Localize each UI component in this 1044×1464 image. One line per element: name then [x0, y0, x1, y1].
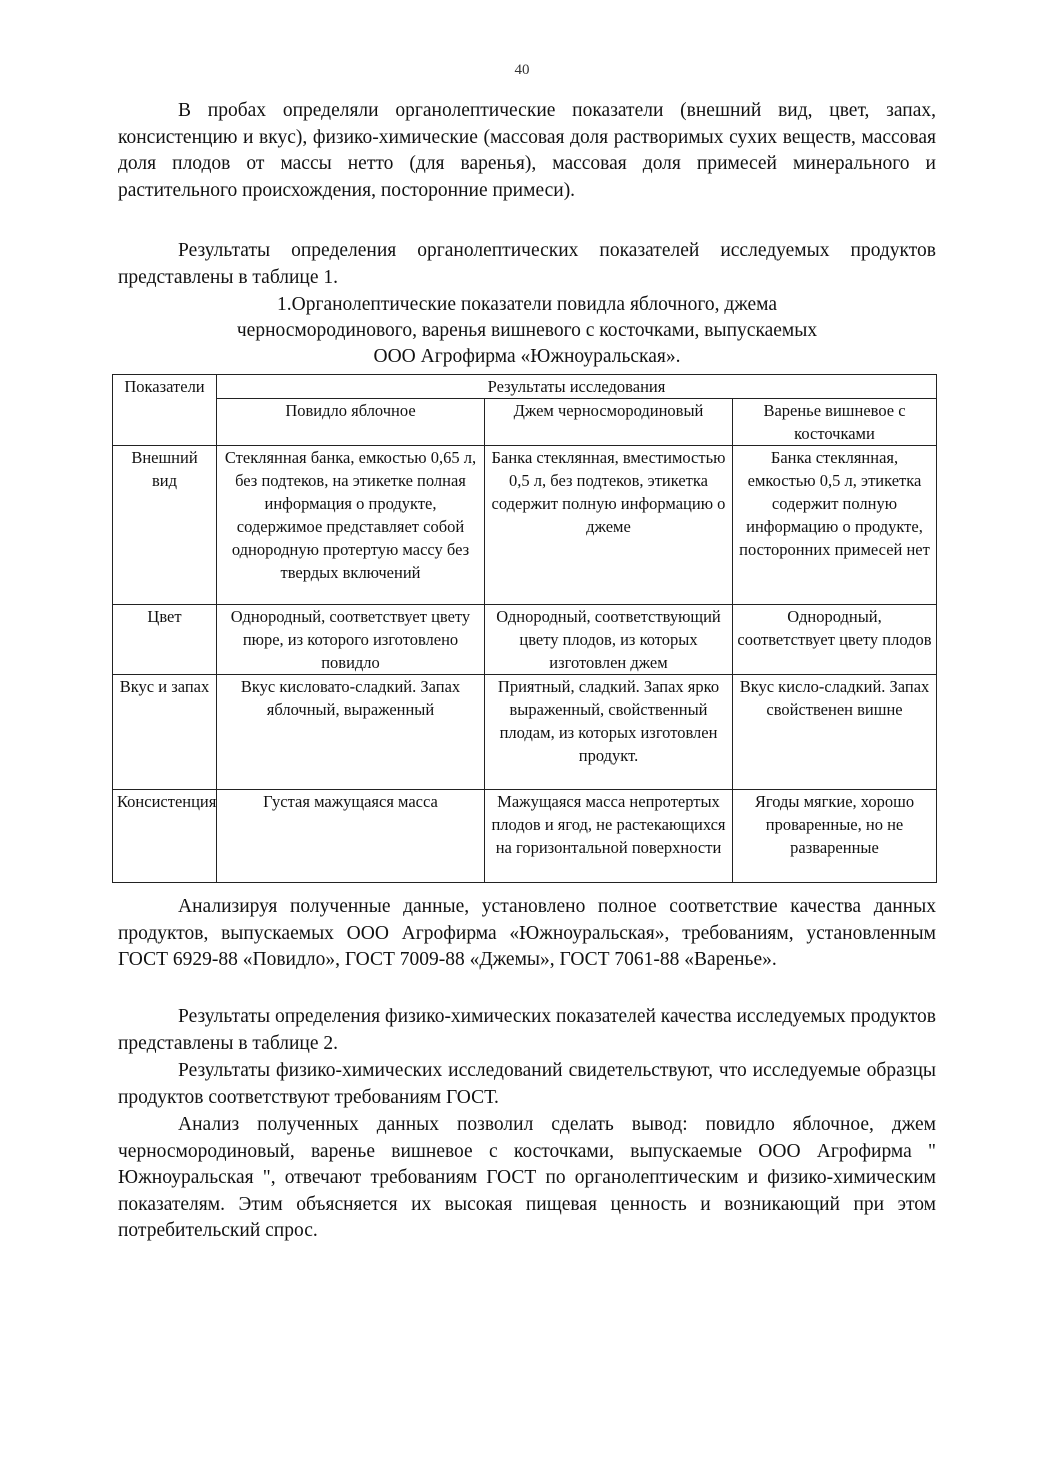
cell-cherry: Банка стеклянная, емкостью 0,5 л, этикетка содержит полную информацию о продукте, посторонних примесей нет [733, 446, 937, 605]
table-row [113, 675, 937, 790]
table-header-row [113, 375, 937, 399]
cell-jam: Мажущаяся масса непротертых плодов и ягод, не растекающихся на горизонтальной поверхности [485, 790, 733, 883]
table-caption [118, 292, 936, 370]
cell-jam: Однородный, соответствующий цвету плодов, из которых изготовлен джем [485, 605, 733, 675]
cell-apple: Стеклянная банка, емкостью 0,65 л, без подтеков, на этикетке полная информация о продукте, содержимое представляет собой однородную протертую массу без твердых включений [217, 446, 485, 605]
paragraph-conclusion: Анализ полученных данных позволил сделать вывод: повидло яблочное, джем черносмородиновый, варенье вишневое с косточками, выпускаемые ООО Агрофирма " Южноуральская ", отвечают требованиям ГОСТ по органолептическим и физико-химическим показателям. Этим объясняется их высокая пищевая ценность и возникающий при этом потребительский спрос. [118, 1114, 936, 1241]
table-row [113, 790, 937, 883]
organoleptic-table [112, 374, 936, 883]
cell-cherry: Однородный, соответствует цвету плодов [733, 605, 937, 675]
header-cherry-preserve: Варенье вишневое с косточками [733, 399, 937, 446]
cell-apple: Густая мажущаяся масса [217, 790, 485, 883]
table-row [113, 605, 937, 675]
header-currant-jam: Джем черносмородиновый [485, 399, 733, 446]
paragraph-methods: В пробах определяли органолептические показатели (внешний вид, цвет, запах, консистенцию и вкус), физико-химические (массовая доля растворимых сухих веществ, массовая доля плодов от массы нетто (для варенья), массовая доля примесей минерального и растительного происхождения, посторонние примеси). [118, 100, 936, 201]
paragraph-table2-ref: Результаты определения физико-химических показателей качества исследуемых продуктов представлены в таблице 2. [118, 1006, 936, 1054]
row-label: Вкус и запах [113, 675, 217, 790]
paragraph-table-ref: Результаты определения органолептических показателей исследуемых продуктов представлены в таблице 1. [118, 240, 936, 288]
table-row [113, 446, 937, 605]
header-results: Результаты исследования [217, 375, 937, 399]
cell-cherry: Вкус кисло-сладкий. Запах свойственен вишне [733, 675, 937, 790]
row-label: Консистенция [113, 790, 217, 883]
table-subheader-row [113, 399, 937, 446]
table-caption-line-2: черносмородинового, варенья вишневого с косточками, выпускаемых [236, 320, 818, 341]
table-caption-line-1: 1.Органолептические показатели повидла яблочного, джема [276, 294, 777, 315]
paragraph-physchem: Результаты физико-химических исследований свидетельствуют, что исследуемые образцы продуктов соответствуют требованиям ГОСТ. [118, 1060, 936, 1108]
row-label: Цвет [113, 605, 217, 675]
header-apple-jam: Повидло яблочное [217, 399, 485, 446]
paragraph-analysis: Анализируя полученные данные, установлено полное соответствие качества данных продуктов, выпускаемых ООО Агрофирма «Южноуральская», требованиям, установленным ГОСТ 6929-88 «Повидло», ГОСТ 7009-88 «Джемы», ГОСТ 7061-88 «Варенье». [118, 896, 936, 970]
cell-cherry: Ягоды мягкие, хорошо проваренные, но не разваренные [733, 790, 937, 883]
cell-jam: Приятный, сладкий. Запах ярко выраженный, свойственный плодам, из которых изготовлен продукт. [485, 675, 733, 790]
page-number: 40 [514, 62, 530, 78]
header-indicator: Показатели [113, 375, 217, 446]
cell-jam: Банка стеклянная, вместимостью 0,5 л, без подтеков, этикетка содержит полную информацию о джеме [485, 446, 733, 605]
row-label: Внешний вид [113, 446, 217, 605]
table-caption-line-3: ООО Агрофирма «Южноуральская». [373, 346, 681, 367]
cell-apple: Вкус кисловато-сладкий. Запах яблочный, выраженный [217, 675, 485, 790]
cell-apple: Однородный, соответствует цвету пюре, из которого изготовлено повидло [217, 605, 485, 675]
